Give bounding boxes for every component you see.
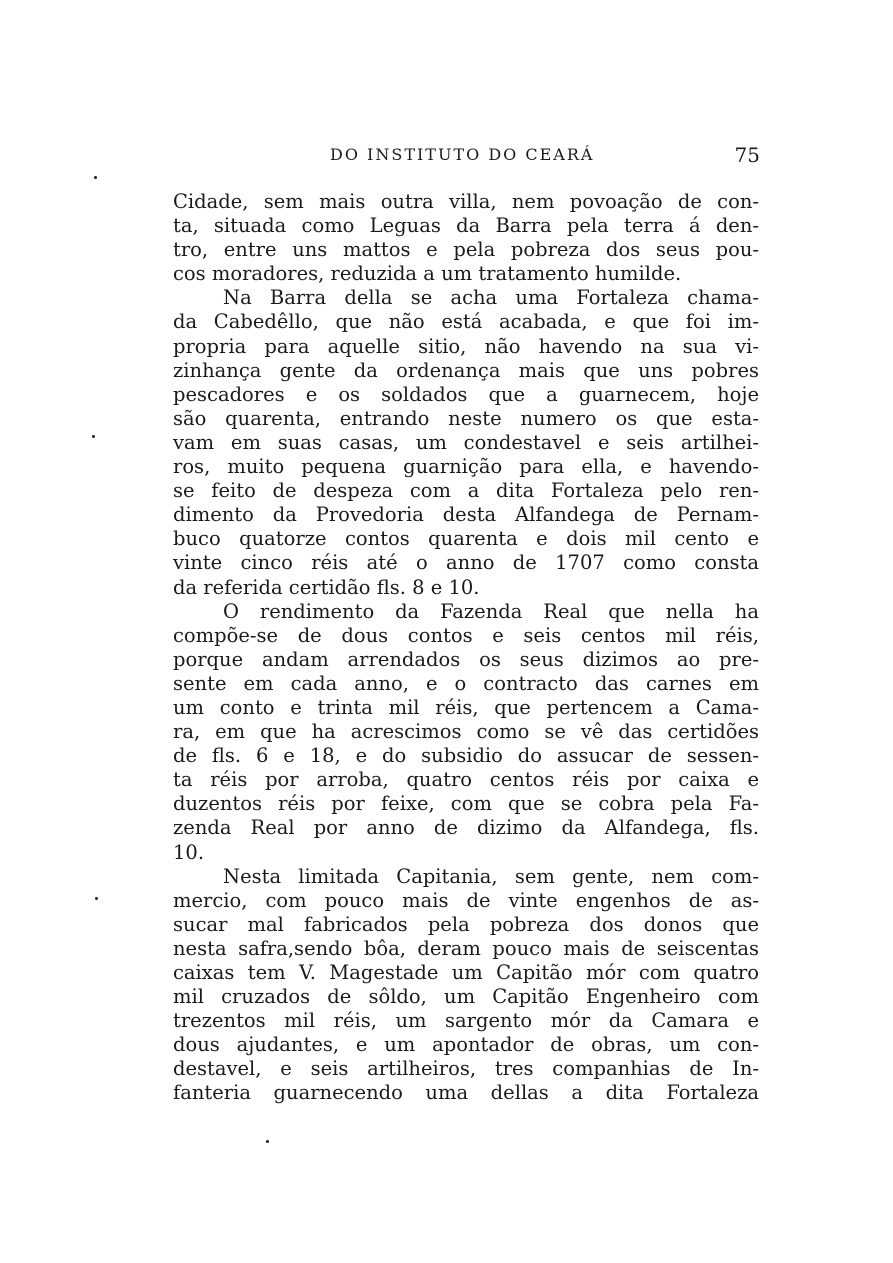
- text-line: dimento da Provedoria desta Alfandega de Pernam-: [173, 503, 759, 527]
- running-head: [170, 145, 760, 173]
- text-line: trezentos mil réis, um sargento mór da Camara e: [173, 1009, 759, 1033]
- text-line: de fls. 6 e 18, e do subsidio do assucar de sessen-: [173, 744, 759, 768]
- text-line: destavel, e seis artilheiros, tres companhias de In-: [173, 1057, 759, 1081]
- text-line: porque andam arrendados os seus dizimos ao pre-: [173, 647, 759, 671]
- text-line: mil cruzados de sôldo, um Capitão Engenheiro com: [173, 985, 759, 1009]
- text-line: ros, muito pequena guarnição para ella, e havendo-: [173, 455, 759, 479]
- running-title: DO INSTITUTO DO CEARÁ: [330, 145, 595, 164]
- text-line: mercio, com pouco mais de vinte engenhos de as-: [173, 888, 759, 912]
- text-line: um conto e trinta mil réis, que pertencem a Cama-: [173, 695, 759, 719]
- text-line: da Cabedêllo, que não está acabada, e que foi im-: [173, 310, 759, 334]
- text-line: vinte cinco réis até o anno de 1707 como consta: [173, 551, 759, 575]
- text-line: cos moradores, reduzida a um tratamento humilde.: [173, 262, 682, 286]
- text-line: caixas tem V. Magestade um Capitão mór com quatro: [173, 961, 759, 984]
- text-line: se feito de despeza com a dita Fortaleza pelo ren-: [173, 479, 759, 503]
- text-line: zinhança gente da ordenança mais que uns pobres: [173, 358, 759, 382]
- text-line: ra, em que ha acrescimos como se vê das certidões: [173, 720, 759, 744]
- text-line: pescadores e os soldados que a guarnecem, hoje: [173, 382, 759, 406]
- text-line: zenda Real por anno de dizimo da Alfandega, fls.: [173, 816, 759, 840]
- text-line: são quarenta, entrando neste numero os que esta-: [173, 406, 759, 430]
- text-line: propria para aquelle sitio, não havendo na sua vi-: [173, 334, 759, 358]
- text-line: buco quatorze contos quarenta e dois mil cento e: [173, 527, 759, 551]
- text-line: da referida certidão fls. 8 e 10.: [173, 575, 480, 599]
- text-line: Cidade, sem mais outra villa, nem povoação de con-: [173, 190, 759, 213]
- text-line: fanteria guarnecendo uma dellas a dita Fortaleza: [173, 1081, 759, 1105]
- body-text: [173, 190, 759, 1106]
- text-line: duzentos réis por feixe, com que se cobra pela Fa-: [173, 792, 759, 816]
- print-speck: [94, 176, 97, 179]
- text-line: sucar mal fabricados pela pobreza dos donos que: [173, 912, 759, 936]
- text-line: ta, situada como Leguas da Barra pela terra á den-: [173, 214, 759, 238]
- text-line: nesta safra,sendo bôa, deram pouco mais de seiscentas: [173, 936, 759, 960]
- text-line: compõe-se de dous contos e seis centos mil réis,: [173, 623, 759, 647]
- print-speck: [266, 1140, 269, 1143]
- text-line: O rendimento da Fazenda Real que nella ha: [223, 599, 759, 623]
- text-line: tro, entre uns mattos e pela pobreza dos seus pou-: [173, 238, 759, 262]
- text-line: sente em cada anno, e o contracto das carnes em: [173, 671, 759, 695]
- page-number: 75: [734, 143, 760, 167]
- text-line: vam em suas casas, um condestavel e seis artilhei-: [173, 430, 759, 454]
- print-speck: [95, 897, 98, 900]
- text-line: 10.: [173, 840, 205, 864]
- text-line: Na Barra della se acha uma Fortaleza chama-: [223, 286, 759, 310]
- print-speck: [92, 435, 95, 438]
- text-line: ta réis por arroba, quatro centos réis por caixa e: [173, 768, 759, 792]
- text-line: Nesta limitada Capitania, sem gente, nem com-: [223, 864, 759, 888]
- text-line: dous ajudantes, e um apontador de obras, um con-: [173, 1033, 759, 1057]
